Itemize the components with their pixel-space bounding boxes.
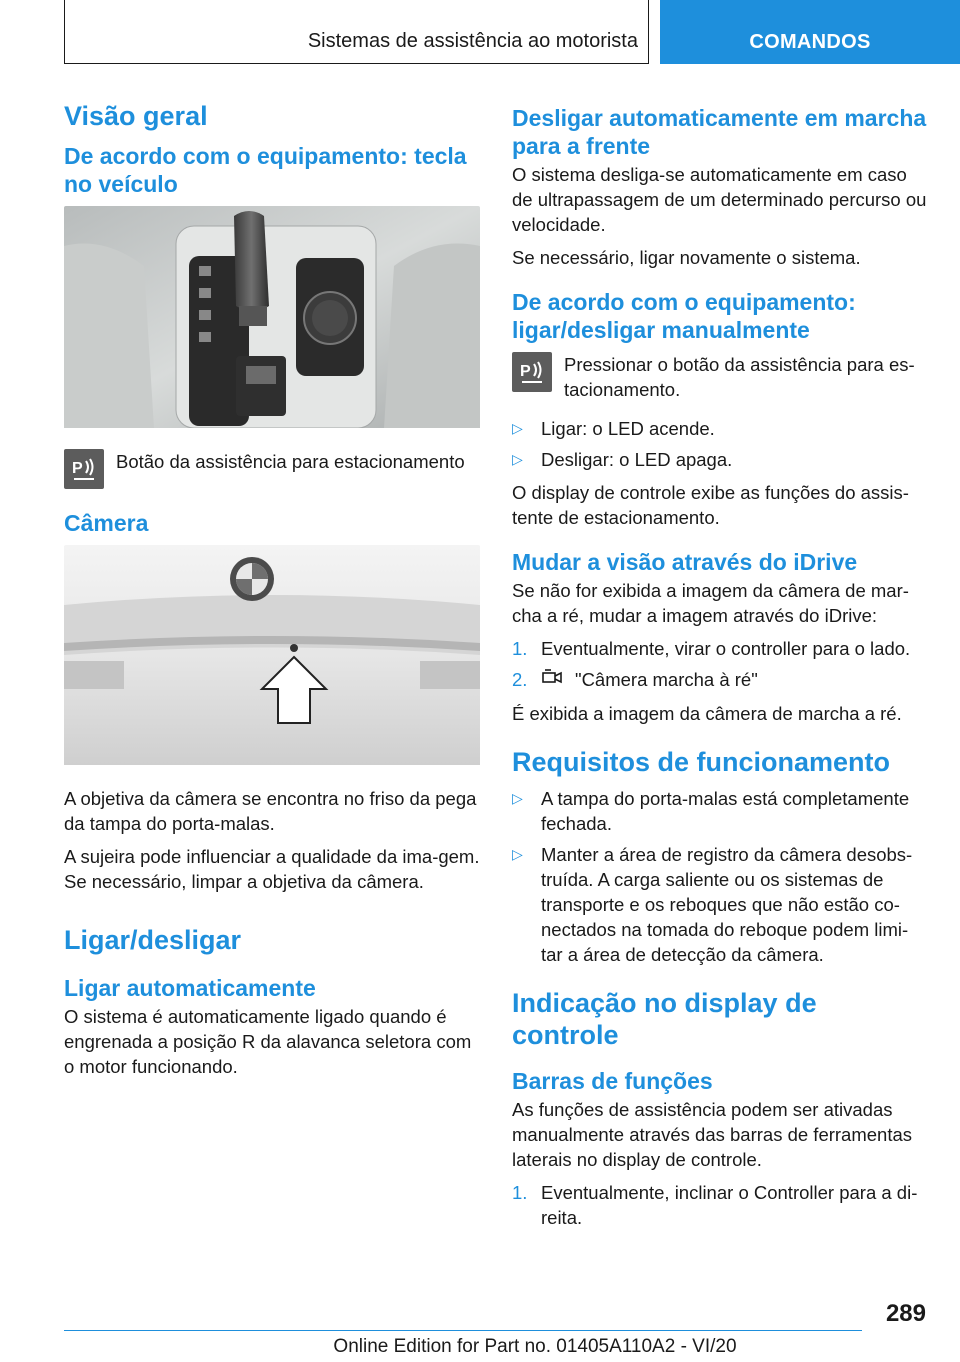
- rear-camera-icon: [541, 667, 569, 693]
- park-assist-icon: [64, 449, 104, 489]
- caption-text: Botão da assistência para estacionamento: [116, 451, 465, 472]
- left-column: [64, 100, 482, 1087]
- list-item: 2. "Câmera marcha à ré": [512, 667, 928, 693]
- header-chapter-tab[interactable]: COMANDOS: [660, 0, 960, 64]
- press-button-text: Pressionar o botão da assistência para es-tacionamento.: [564, 354, 915, 400]
- heading-manual: De acordo com o equipamento: ligar/desligar manualmente: [512, 289, 856, 343]
- display-functions-text: O display de controle exibe as funções do assis-tente de estacionamento.: [512, 482, 909, 528]
- heading-control-display: Indicação no display de controle: [512, 988, 817, 1050]
- triangle-bullet-icon: ▷: [512, 451, 523, 467]
- idrive-steps: [512, 636, 928, 693]
- heading-key-in-vehicle: De acordo com o equipamento: tecla no veículo: [64, 143, 467, 197]
- list-item: ▷ Ligar: o LED acende.: [512, 418, 715, 439]
- camera-location-text: A objetiva da câmera se encontra no friso da pega da tampa do porta-malas.: [64, 788, 477, 834]
- header-bottom-rule: [64, 63, 648, 64]
- bars-steps: [512, 1180, 928, 1230]
- heading-auto-off: Desligar automaticamente em marcha para a frente: [512, 105, 927, 159]
- right-column: [512, 100, 928, 1238]
- trunk-camera-photo: [64, 545, 480, 770]
- heading-idrive: Mudar a visão através do iDrive: [512, 549, 858, 575]
- requirements-bullets: [512, 786, 928, 967]
- svg-text:P: P: [520, 363, 531, 380]
- auto-on-text: O sistema é automaticamente ligado quando é engrenada a posição R da alavanca seletora com o motor funcionando.: [64, 1006, 472, 1077]
- heading-overview: Visão geral: [64, 101, 208, 131]
- heading-auto-on: Ligar automaticamente: [64, 975, 316, 1001]
- list-item: ▷ Manter a área de registro da câmera desobs-truída. A carga saliente ou os sistemas de transporte e os reboques que não estão co-nectados na tomada do reboque podem limi-tar a área de detecção da câmera.: [512, 844, 913, 965]
- triangle-bullet-icon: ▷: [512, 420, 523, 436]
- heading-requirements: Requisitos de funcionamento: [512, 747, 891, 777]
- idrive-text: Se não for exibida a imagem da câmera de mar-cha a ré, mudar a imagem através do iDrive:: [512, 580, 909, 626]
- heading-on-off: Ligar/desligar: [64, 925, 242, 955]
- parking-button-caption: [64, 449, 482, 489]
- footer-edition: Online Edition for Part no. 01405A110A2 - VI/20: [333, 1336, 737, 1357]
- park-assist-icon: [512, 352, 552, 392]
- list-item: 1. Eventualmente, inclinar o Controller para a di-reita.: [512, 1182, 918, 1228]
- auto-off-text: O sistema desliga-se automaticamente em caso de ultrapassagem de um determinado percurso ou velocidade.: [512, 164, 927, 235]
- heading-function-bars: Barras de funções: [512, 1068, 713, 1094]
- triangle-bullet-icon: ▷: [512, 846, 523, 862]
- reactivate-text: Se necessário, ligar novamente o sistema.: [512, 247, 861, 268]
- triangle-bullet-icon: ▷: [512, 790, 523, 806]
- idrive-result-text: É exibida a imagem da câmera de marcha a ré.: [512, 703, 902, 724]
- heading-camera: Câmera: [64, 510, 149, 536]
- list-item: ▷ Desligar: o LED apaga.: [512, 449, 733, 470]
- center-console-photo: [64, 206, 480, 433]
- camera-cleaning-text: A sujeira pode influenciar a qualidade da ima-gem. Se necessário, limpar a objetiva da câmera.: [64, 846, 480, 892]
- page-number: 289: [885, 1300, 926, 1327]
- header-section-title: Sistemas de assistência ao motorista: [307, 30, 638, 52]
- svg-text:P: P: [72, 460, 83, 477]
- list-item: 1. Eventualmente, virar o controller para o lado.: [512, 638, 911, 659]
- header-left-rule: [64, 0, 65, 64]
- footer-rule: [64, 1330, 862, 1331]
- press-button-instruction: [512, 352, 928, 402]
- list-item: ▷ A tampa do porta-malas está completamente fechada.: [512, 788, 910, 834]
- manual-bullets: [512, 416, 928, 472]
- function-bars-text: As funções de assistência podem ser ativadas manualmente através das barras de ferramentas laterais no display de controle.: [512, 1099, 913, 1170]
- header-divider: [648, 0, 649, 64]
